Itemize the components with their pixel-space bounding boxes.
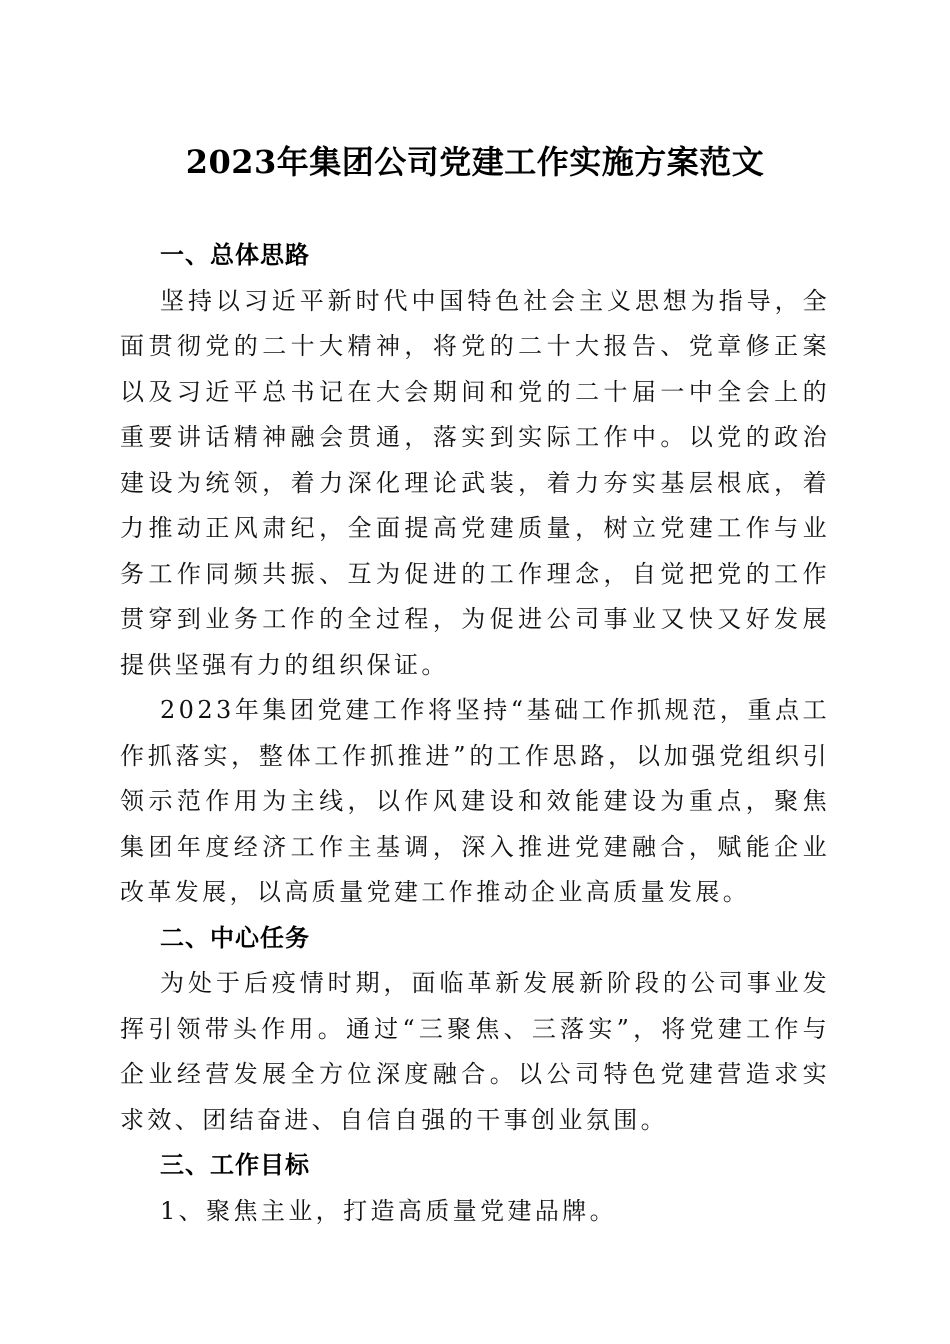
document-title: 2023年集团公司党建工作实施方案范文 [185,143,765,181]
document-body [120,233,830,1234]
paragraph: 为处于后疫情时期，面临革新发展新阶段的公司事业发挥引领带头作用。通过“三聚焦、三落实”，将党建工作与企业经营发展全方位深度融合。以公司特色党建营造求实求效、团结奋进、自信自强的干事创业氛围。 [120,969,830,1134]
list-item: 1、聚焦主业，打造高质量党建品牌。 [160,1196,618,1225]
paragraph: 2023年集团党建工作将坚持“基础工作抓规范，重点工作抓落实，整体工作抓推进”的工作思路，以加强党组织引领示范作用为主线，以作风建设和效能建设为重点，聚焦集团年度经济工作主基调，深入推进党建融合，赋能企业改革发展，以高质量党建工作推动企业高质量发展。 [120,696,830,906]
section-heading-work-goals: 三、工作目标 [160,1151,310,1179]
section-heading-central-tasks: 二、中心任务 [160,923,310,952]
paragraph: 坚持以习近平新时代中国特色社会主义思想为指导，全面贯彻党的二十大精神，将党的二十大报告、党章修正案以及习近平总书记在大会期间和党的二十届一中全会上的重要讲话精神融会贯通，落实到实际工作中。以党的政治建设为统领，着力深化理论武装，着力夯实基层根底，着力推动正风肃纪，全面提高党建质量，树立党建工作与业务工作同频共振、互为促进的工作理念，自觉把党的工作贯穿到业务工作的全过程，为促进公司事业又快又好发展提供坚强有力的组织保证。 [120,286,830,679]
section-heading-overall-approach: 一、总体思路 [160,241,310,269]
